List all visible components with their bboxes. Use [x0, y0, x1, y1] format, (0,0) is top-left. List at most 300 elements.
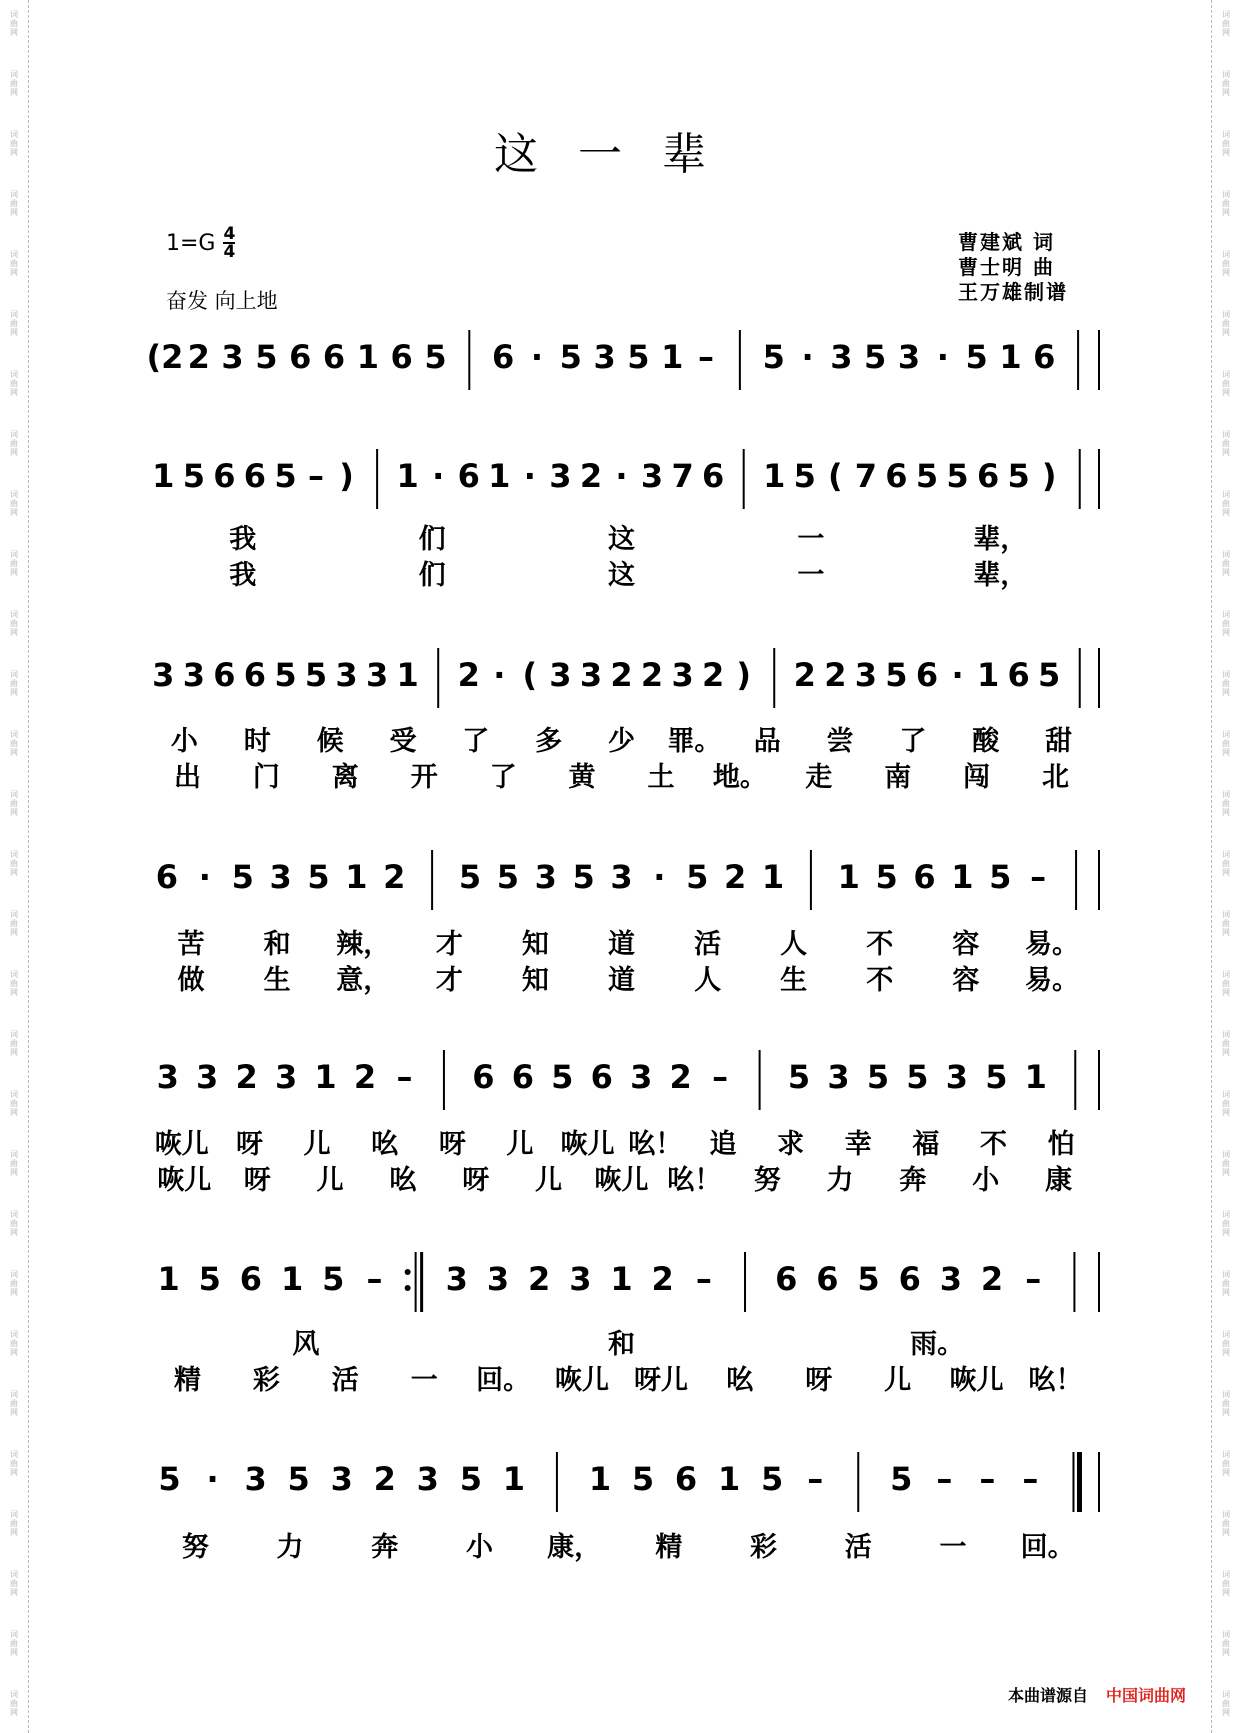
- lyric-syllable: 了: [489, 762, 517, 793]
- note: 1: [610, 1260, 633, 1298]
- watermark-text: 词 曲 网: [1222, 1450, 1230, 1477]
- note: 5: [304, 656, 328, 694]
- note: 2: [669, 1058, 692, 1096]
- note: 3: [152, 656, 175, 694]
- note: 5: [787, 1058, 811, 1096]
- note: –: [396, 1058, 413, 1096]
- watermark-text: 词 曲 网: [10, 1450, 18, 1477]
- note: 2: [980, 1260, 1004, 1298]
- note: 3: [196, 1058, 219, 1096]
- note: 6: [1033, 338, 1056, 376]
- watermark-text: 词 曲 网: [1222, 1690, 1230, 1717]
- watermark-text: 词 曲 网: [1222, 250, 1230, 277]
- note: 5: [572, 858, 595, 896]
- lyric-syllable: 活: [844, 1532, 872, 1563]
- lyric-syllable: 时: [243, 726, 271, 757]
- note: 1: [951, 858, 974, 896]
- note: –: [1022, 1460, 1039, 1498]
- note: –: [712, 1058, 729, 1096]
- note: 5: [906, 1058, 929, 1096]
- watermark-text: 词 曲 网: [1222, 430, 1230, 457]
- note: 5: [864, 338, 887, 376]
- note: 3: [156, 1058, 179, 1096]
- note: 5: [915, 457, 939, 495]
- lyric-syllable: 道: [608, 929, 635, 960]
- note: 3: [579, 656, 603, 694]
- note: 1: [717, 1460, 741, 1498]
- note: 3: [549, 457, 572, 495]
- note: 5: [274, 656, 297, 694]
- lyric-syllable: 容: [952, 965, 980, 996]
- lyric-syllable: 儿: [535, 1165, 563, 1196]
- note: 3: [640, 457, 664, 495]
- time-denominator: 4: [223, 242, 236, 262]
- note: 6: [289, 338, 312, 376]
- watermark-text: 词 曲 网: [10, 1570, 18, 1597]
- source-footer: [1008, 1683, 1186, 1706]
- lyric-syllable: 辈，: [973, 560, 1028, 591]
- lyric-syllable: 一: [797, 524, 825, 555]
- lyric-syllable: 不: [980, 1129, 1008, 1160]
- note: 6: [239, 1260, 263, 1298]
- lyric-syllable: 出: [173, 762, 201, 793]
- note: 6: [491, 338, 515, 376]
- note: 6: [511, 1058, 534, 1096]
- lyric-syllable: 力: [276, 1532, 304, 1563]
- watermark-text: 词 曲 网: [10, 1510, 18, 1537]
- lyric-syllable: 奔: [899, 1165, 927, 1196]
- note: 3: [182, 656, 205, 694]
- lyric-syllable: 彩: [750, 1532, 778, 1563]
- note: 6: [472, 1058, 495, 1096]
- watermark-text: 词 曲 网: [1222, 1630, 1230, 1657]
- lyric-syllable: 儿: [316, 1165, 344, 1196]
- note: 5: [274, 457, 297, 495]
- lyric-syllable: 生: [263, 965, 291, 996]
- note: 6: [898, 1260, 921, 1298]
- note: 5: [496, 858, 519, 896]
- lyric-syllable: 知: [521, 965, 549, 996]
- lyric-syllable: 咴儿: [555, 1365, 610, 1396]
- lyric-syllable: 才: [435, 965, 463, 996]
- watermark-text: 词 曲 网: [1222, 490, 1230, 517]
- lyric-syllable: 土: [647, 762, 675, 793]
- note: 5: [458, 858, 482, 896]
- lyric-syllable: 了: [899, 726, 927, 757]
- note: 3: [854, 656, 878, 694]
- note: 1: [761, 858, 785, 896]
- time-numerator: 4: [223, 224, 236, 244]
- note: 6: [213, 457, 236, 495]
- note: 5: [866, 1058, 890, 1096]
- watermark-text: 词 曲 网: [10, 1210, 18, 1237]
- note: 6: [390, 338, 413, 376]
- watermark-text: 词 曲 网: [10, 730, 18, 757]
- note: 6: [885, 457, 908, 495]
- note: 5: [1038, 656, 1061, 694]
- lyric-syllable: 知: [521, 929, 549, 960]
- lyric-syllable: 酸: [972, 726, 1000, 757]
- note: 3: [416, 1460, 439, 1498]
- note: 1: [502, 1460, 526, 1498]
- watermark-text: 词 曲 网: [10, 1690, 18, 1717]
- note: –: [936, 1460, 953, 1498]
- lyric-syllable: 吆: [726, 1365, 754, 1396]
- lyric-syllable: 活: [694, 929, 722, 960]
- lyric-syllable: 罪。: [667, 726, 722, 757]
- lyric-syllable: 咴儿: [594, 1165, 649, 1196]
- note: –: [695, 1260, 712, 1298]
- note: 3: [330, 1460, 353, 1498]
- lyric-syllable: 黄: [568, 762, 596, 793]
- note: 3: [549, 656, 572, 694]
- note: 2: [793, 656, 816, 694]
- note: 5: [322, 1260, 345, 1298]
- watermark-text: 词 曲 网: [10, 190, 18, 217]
- lyric-syllable: 吆！: [628, 1129, 683, 1160]
- watermark-text: 词 曲 网: [1222, 670, 1230, 697]
- lyric-syllable: 咴儿: [560, 1129, 615, 1160]
- watermark-text: 词 曲 网: [10, 1390, 18, 1417]
- lyric-syllable: 奔: [371, 1532, 399, 1563]
- note: –: [979, 1460, 996, 1498]
- note: 2: [383, 858, 406, 896]
- note: ·: [523, 457, 536, 495]
- note: 6: [457, 457, 480, 495]
- lyric-syllable: 努: [753, 1165, 781, 1196]
- watermark-text: 词 曲 网: [1222, 730, 1230, 757]
- watermark-text: 词 曲 网: [10, 310, 18, 337]
- note: ·: [801, 338, 814, 376]
- note: 5: [875, 858, 898, 896]
- note: 3: [269, 858, 292, 896]
- note: 1: [345, 858, 368, 896]
- watermark-text: 词 曲 网: [1222, 790, 1230, 817]
- note: 3: [221, 338, 244, 376]
- note: 5: [686, 858, 709, 896]
- note: 3: [897, 338, 921, 376]
- note: 5: [627, 338, 650, 376]
- note: (: [522, 656, 538, 694]
- watermark-text: 词 曲 网: [1222, 1390, 1230, 1417]
- watermark-text: 词 曲 网: [1222, 10, 1230, 37]
- watermark-text: 词 曲 网: [10, 910, 18, 937]
- lyric-syllable: 道: [608, 965, 635, 996]
- lyric-syllable: 门: [252, 762, 280, 793]
- lyric-syllable: 康，: [547, 1532, 602, 1563]
- lyric-syllable: 求: [777, 1129, 805, 1160]
- note: 7: [854, 457, 878, 495]
- lyric-syllable: 受: [389, 726, 417, 757]
- lyric-syllable: 追: [709, 1129, 737, 1160]
- note: ·: [432, 457, 445, 495]
- note: 2: [651, 1260, 674, 1298]
- note: 1: [280, 1260, 304, 1298]
- note: 6: [674, 1460, 698, 1498]
- repeat-dot: [405, 1269, 411, 1275]
- lyric-syllable: 和: [608, 1329, 635, 1360]
- note: 2: [579, 457, 603, 495]
- note: 5: [287, 1460, 310, 1498]
- lyric-syllable: 儿: [506, 1129, 534, 1160]
- lyric-syllable: 们: [418, 560, 446, 591]
- note: 2: [610, 656, 633, 694]
- watermark-text: 词 曲 网: [10, 1150, 18, 1177]
- note: 3: [244, 1460, 267, 1498]
- note: 3: [534, 858, 557, 896]
- note: 6: [243, 656, 267, 694]
- lyric-syllable: 呀: [438, 1129, 466, 1160]
- transcriber-credit: 王万雄制谱: [958, 280, 1068, 304]
- lyric-syllable: 尝: [826, 726, 854, 757]
- lyric-syllable: 甜: [1045, 726, 1073, 757]
- note: 6: [775, 1260, 798, 1298]
- note: 5: [946, 457, 969, 495]
- source-label: 本曲谱源自: [1008, 1686, 1089, 1705]
- note: 3: [593, 338, 616, 376]
- note: 1: [588, 1460, 612, 1498]
- note: 2: [235, 1058, 258, 1096]
- note: 2: [353, 1058, 377, 1096]
- note: 2: [373, 1460, 396, 1498]
- note: 5: [255, 338, 278, 376]
- watermark-text: 词 曲 网: [1222, 910, 1230, 937]
- lyric-syllable: 闯: [963, 762, 991, 793]
- note: 1: [157, 1260, 180, 1298]
- lyric-syllable: 一: [939, 1532, 967, 1563]
- note: 5: [885, 656, 908, 694]
- watermark-text: 词 曲 网: [1222, 1030, 1230, 1057]
- note: 5: [158, 1460, 181, 1498]
- repeat-dot: [405, 1285, 411, 1291]
- lyricist-credit: 曹建斌 词: [958, 230, 1055, 254]
- note: 5: [459, 1460, 482, 1498]
- lyric-syllable: 呀: [805, 1365, 833, 1396]
- note: 6: [322, 338, 346, 376]
- lyric-syllable: 咴儿: [949, 1365, 1004, 1396]
- lyric-syllable: 儿: [884, 1365, 912, 1396]
- lyric-syllable: 不: [866, 965, 894, 996]
- lyric-syllable: 和: [263, 929, 291, 960]
- watermark-text: 词 曲 网: [10, 850, 18, 877]
- note: 5: [857, 1260, 880, 1298]
- note: 2: [824, 656, 847, 694]
- note: 3: [630, 1058, 653, 1096]
- note: 1: [396, 656, 419, 694]
- note: 5: [890, 1460, 913, 1498]
- lyric-syllable: 呀: [235, 1129, 263, 1160]
- watermark-text: 词 曲 网: [10, 10, 18, 37]
- note: 2: [702, 656, 725, 694]
- note: 1: [837, 858, 860, 896]
- watermark-text: 词 曲 网: [1222, 1090, 1230, 1117]
- note: 6: [213, 656, 236, 694]
- lyric-syllable: 走: [805, 762, 833, 793]
- lyric-syllable: 辣，: [336, 929, 391, 960]
- note: 6: [915, 656, 939, 694]
- lyric-syllable: 不: [866, 929, 894, 960]
- note: ): [1041, 457, 1057, 495]
- note: 1: [763, 457, 786, 495]
- lyric-syllable: 吆！: [1028, 1365, 1083, 1396]
- lyric-syllable: 们: [418, 524, 446, 555]
- lyric-syllable: 精: [655, 1532, 683, 1563]
- lyric-syllable: 福: [912, 1129, 940, 1160]
- note: ·: [493, 656, 506, 694]
- lyric-syllable: 小: [972, 1165, 1000, 1196]
- note: ·: [530, 338, 544, 376]
- note: –: [807, 1460, 824, 1498]
- note: 3: [945, 1058, 969, 1096]
- watermark-text: 词 曲 网: [1222, 310, 1230, 337]
- note: –: [698, 338, 715, 376]
- note: 3: [445, 1260, 468, 1298]
- lyric-syllable: 彩: [252, 1365, 280, 1396]
- lyric-syllable: 小: [465, 1532, 493, 1563]
- note: 2: [457, 656, 480, 694]
- lyric-syllable: 儿: [303, 1129, 331, 1160]
- lyric-syllable: 呀: [462, 1165, 490, 1196]
- lyric-syllable: 北: [1042, 762, 1070, 793]
- note: 5: [761, 1460, 784, 1498]
- note: 6: [155, 858, 179, 896]
- lyric-syllable: 一: [797, 560, 825, 591]
- watermark-text: 词 曲 网: [10, 1270, 18, 1297]
- song-title: 这一辈: [494, 129, 746, 180]
- watermark-text: 词 曲 网: [1222, 190, 1230, 217]
- watermark-text: 词 曲 网: [10, 610, 18, 637]
- lyric-syllable: 咴儿: [157, 1165, 212, 1196]
- note: ·: [198, 858, 211, 896]
- note: ): [736, 656, 752, 694]
- lyric-syllable: 意，: [336, 965, 391, 996]
- watermark-text: 词 曲 网: [1222, 370, 1230, 397]
- note: ·: [615, 457, 628, 495]
- lyric-syllable: 才: [435, 929, 463, 960]
- lyric-syllable: 我: [229, 560, 257, 591]
- lyric-syllable: 努: [181, 1532, 209, 1563]
- lyric-syllable: 力: [826, 1165, 854, 1196]
- tempo-marking: 奋发 向上地: [166, 289, 278, 313]
- watermark-text: 词 曲 网: [10, 1090, 18, 1117]
- note: 5: [631, 1460, 655, 1498]
- lyric-syllable: 幸: [844, 1129, 872, 1160]
- note: –: [1025, 1260, 1042, 1298]
- watermark-text: 词 曲 网: [10, 250, 18, 277]
- lyric-syllable: 活: [331, 1365, 359, 1396]
- note: 5: [307, 858, 330, 896]
- watermark-text: 词 曲 网: [10, 550, 18, 577]
- note: 5: [762, 338, 785, 376]
- lyric-syllable: 了: [462, 726, 490, 757]
- source-site-link[interactable]: 中国词曲网: [1106, 1686, 1187, 1705]
- note: 5: [985, 1058, 1008, 1096]
- watermark-text: 词 曲 网: [1222, 130, 1230, 157]
- watermark-text: 词 曲 网: [1222, 970, 1230, 997]
- composer-credit: 曹士明 曲: [958, 255, 1055, 279]
- watermark-text: 词 曲 网: [10, 1030, 18, 1057]
- note: –: [1030, 858, 1047, 896]
- lyric-syllable: 这: [608, 560, 635, 591]
- note: (: [828, 457, 843, 495]
- note: ): [339, 457, 354, 495]
- watermark-text: 词 曲 网: [1222, 550, 1230, 577]
- note: 1: [152, 457, 175, 495]
- note: 3: [486, 1260, 510, 1298]
- lyric-syllable: 这: [608, 524, 635, 555]
- lyric-syllable: 吆: [389, 1165, 417, 1196]
- lyric-syllable: 开: [410, 762, 438, 793]
- watermark-text: 词 曲 网: [1222, 1330, 1230, 1357]
- watermark-text: 词 曲 网: [1222, 610, 1230, 637]
- watermark-text: 词 曲 网: [10, 790, 18, 817]
- lyric-syllable: 苦: [177, 929, 205, 960]
- lyric-syllable: 回。: [1020, 1532, 1075, 1563]
- note: 6: [913, 858, 936, 896]
- lyric-syllable: 回。: [476, 1365, 531, 1396]
- lyric-syllable: 吆！: [667, 1165, 722, 1196]
- watermark-text: 词 曲 网: [10, 1630, 18, 1657]
- note: 5: [231, 858, 254, 896]
- lyric-syllable: 风: [292, 1329, 320, 1360]
- watermark-text: 词 曲 网: [1222, 1150, 1230, 1177]
- note: 3: [569, 1260, 592, 1298]
- lyric-syllable: 品: [753, 726, 781, 757]
- lyric-syllable: 易。: [1024, 929, 1079, 960]
- watermark-text: 词 曲 网: [1222, 1210, 1230, 1237]
- note: 5: [989, 858, 1012, 896]
- lyric-syllable: 候: [316, 726, 344, 757]
- note: 1: [488, 457, 511, 495]
- note: 5: [965, 338, 988, 376]
- watermark-text: 词 曲 网: [10, 670, 18, 697]
- note: 6: [702, 457, 725, 495]
- note: ·: [936, 338, 949, 376]
- note: 3: [610, 858, 633, 896]
- lyric-syllable: 做: [177, 965, 205, 996]
- lyric-syllable: 小: [170, 726, 198, 757]
- watermark-text: 词 曲 网: [10, 130, 18, 157]
- lyric-syllable: 人: [780, 929, 808, 960]
- lyric-syllable: 康: [1045, 1165, 1073, 1196]
- watermark-text: 词 曲 网: [10, 490, 18, 517]
- note: 1: [356, 338, 379, 376]
- watermark-text: 词 曲 网: [10, 1330, 18, 1357]
- watermark-text: 词 曲 网: [1222, 70, 1230, 97]
- lyric-syllable: 人: [694, 965, 722, 996]
- lyric-syllable: 南: [884, 762, 912, 793]
- lyric-syllable: 咴儿: [154, 1129, 209, 1160]
- note: 5: [198, 1260, 221, 1298]
- watermark-text: 词 曲 网: [10, 970, 18, 997]
- note: 3: [830, 338, 853, 376]
- note: 6: [976, 457, 1000, 495]
- watermark-text: 词 曲 网: [1222, 850, 1230, 877]
- note: ·: [653, 858, 666, 896]
- note: 5: [424, 338, 447, 376]
- lyric-syllable: 容: [952, 929, 980, 960]
- note: 2: [528, 1260, 551, 1298]
- note: 5: [551, 1058, 574, 1096]
- lyric-syllable: 呀: [243, 1165, 271, 1196]
- lyric-syllable: 地。: [712, 762, 767, 793]
- note: ·: [951, 656, 964, 694]
- note: 1: [661, 338, 684, 376]
- note: 5: [182, 457, 205, 495]
- note: 5: [793, 457, 816, 495]
- note: 3: [365, 656, 389, 694]
- note: 3: [335, 656, 358, 694]
